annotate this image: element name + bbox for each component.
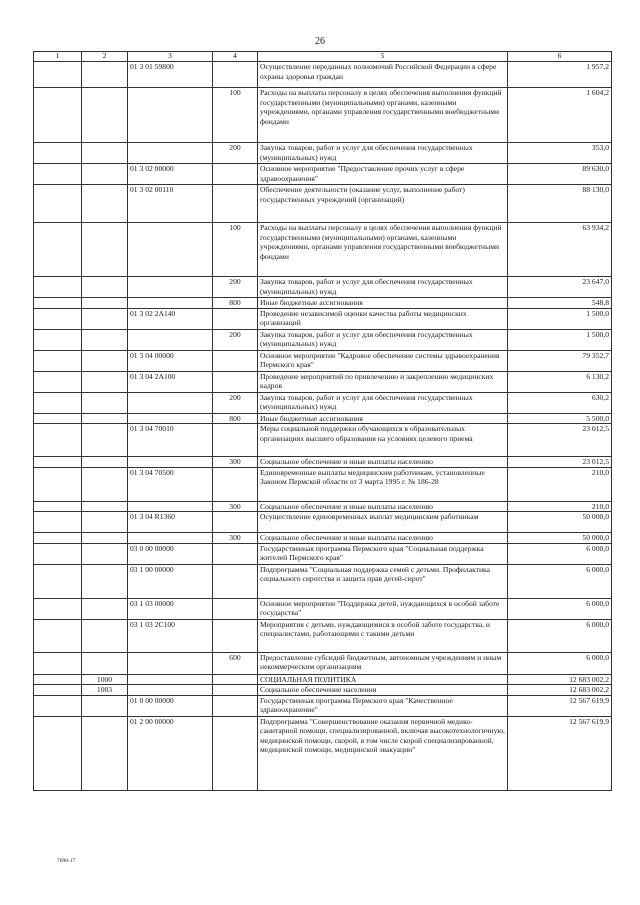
cell-col-1 — [34, 695, 82, 716]
cell-col-1 — [34, 467, 82, 501]
cell-col-5: Мероприятия с детьми, нуждающимися в особой заботе государства, и специалистами, работающими с такими детьми — [258, 619, 508, 652]
cell-col-6: 6 000,0 — [508, 598, 612, 619]
cell-col-2 — [82, 185, 128, 223]
header-col-5: 5 — [258, 52, 508, 62]
cell-col-3 — [128, 652, 213, 674]
cell-col-5: Основное мероприятие "Предоставление прочих услуг в сфере здравоохранения" — [258, 164, 508, 185]
cell-col-4: 100 — [213, 223, 258, 277]
header-col-2: 2 — [82, 52, 128, 62]
table-row — [34, 413, 612, 424]
cell-col-3 — [128, 329, 213, 350]
cell-col-3 — [128, 392, 213, 413]
cell-col-1 — [34, 512, 82, 533]
header-row — [34, 52, 612, 62]
cell-col-2 — [82, 533, 128, 544]
cell-col-6: 1 604,2 — [508, 88, 612, 143]
cell-col-4 — [213, 685, 258, 696]
header-col-4: 4 — [213, 52, 258, 62]
cell-col-6: 79 352,7 — [508, 350, 612, 371]
cell-col-4 — [213, 674, 258, 685]
cell-col-3 — [128, 457, 213, 468]
cell-col-5: Основное мероприятие "Кадровое обеспечение системы здравоохранения Пермского края" — [258, 350, 508, 371]
cell-col-4 — [213, 62, 258, 88]
cell-col-5: Проведение мероприятий по привлечению и закреплению медицинских кадров — [258, 371, 508, 392]
cell-col-3: 03 1 03 00000 — [128, 598, 213, 619]
cell-col-1 — [34, 308, 82, 329]
document-code: 7698-17 — [57, 858, 76, 864]
header-col-3: 3 — [128, 52, 213, 62]
cell-col-1 — [34, 329, 82, 350]
cell-col-5: СОЦИАЛЬНАЯ ПОЛИТИКА — [258, 674, 508, 685]
table-row — [34, 88, 612, 143]
table-row — [34, 501, 612, 512]
cell-col-6: 1 957,2 — [508, 62, 612, 88]
cell-col-4: 300 — [213, 533, 258, 544]
table-row — [34, 543, 612, 564]
cell-col-1 — [34, 164, 82, 185]
cell-col-4 — [213, 308, 258, 329]
cell-col-2 — [82, 652, 128, 674]
cell-col-1 — [34, 564, 82, 598]
cell-col-3 — [128, 413, 213, 424]
cell-col-6: 50 000,0 — [508, 533, 612, 544]
cell-col-5: Осуществление единовременных выплат медицинским работникам — [258, 512, 508, 533]
cell-col-2 — [82, 695, 128, 716]
cell-col-2 — [82, 501, 128, 512]
cell-col-6: 6 000,0 — [508, 564, 612, 598]
cell-col-1 — [34, 62, 82, 88]
cell-col-3: 01 3 04 70010 — [128, 424, 213, 457]
cell-col-1 — [34, 598, 82, 619]
cell-col-4: 200 — [213, 329, 258, 350]
page-number: 26 — [315, 36, 325, 47]
cell-col-1 — [34, 143, 82, 164]
table-row — [34, 371, 612, 392]
cell-col-1 — [34, 371, 82, 392]
cell-col-2 — [82, 413, 128, 424]
cell-col-6: 12 683 002,2 — [508, 685, 612, 696]
cell-col-5: Основное мероприятие "Поддержка детей, нуждающихся в особой заботе государства" — [258, 598, 508, 619]
cell-col-2 — [82, 371, 128, 392]
cell-col-2 — [82, 62, 128, 88]
table-row — [34, 223, 612, 277]
cell-col-1 — [34, 674, 82, 685]
cell-col-4 — [213, 598, 258, 619]
cell-col-4 — [213, 185, 258, 223]
cell-col-3: 01 3 04 70500 — [128, 467, 213, 501]
cell-col-4 — [213, 371, 258, 392]
cell-col-3 — [128, 277, 213, 298]
table-row — [34, 467, 612, 501]
cell-col-5: Государственная программа Пермского края "Социальная поддержка жителей Пермского края" — [258, 543, 508, 564]
cell-col-2 — [82, 350, 128, 371]
table-row — [34, 62, 612, 88]
cell-col-2 — [82, 298, 128, 309]
cell-col-5: Иные бюджетные ассигнования — [258, 413, 508, 424]
cell-col-2 — [82, 543, 128, 564]
cell-col-1 — [34, 298, 82, 309]
cell-col-5: Закупка товаров, работ и услуг для обеспечения государственных (муниципальных) нужд — [258, 392, 508, 413]
cell-col-6: 210,0 — [508, 501, 612, 512]
cell-col-6: 6 130,2 — [508, 371, 612, 392]
cell-col-5: Предоставление субсидий бюджетным, автономным учреждениям и иным некоммерческим организациям — [258, 652, 508, 674]
cell-col-1 — [34, 543, 82, 564]
cell-col-3: 01 2 00 00000 — [128, 716, 213, 790]
table-row — [34, 652, 612, 674]
cell-col-6: 63 934,2 — [508, 223, 612, 277]
cell-col-2 — [82, 164, 128, 185]
cell-col-6: 23 012,5 — [508, 457, 612, 468]
cell-col-1 — [34, 413, 82, 424]
cell-col-1 — [34, 392, 82, 413]
table-row — [34, 564, 612, 598]
table-row — [34, 164, 612, 185]
table-row — [34, 685, 612, 696]
cell-col-5: Единовременные выплаты медицинским работникам, установленные Законом Пермской области от 3 марта 1995 г. № 186-28 — [258, 467, 508, 501]
cell-col-4: 800 — [213, 298, 258, 309]
cell-col-5: Социальное обеспечение и иные выплаты населению — [258, 457, 508, 468]
cell-col-5: Обеспечение деятельности (оказание услуг, выполнение работ) государственных учреждений (организаций) — [258, 185, 508, 223]
cell-col-5: Социальное обеспечение населения — [258, 685, 508, 696]
cell-col-1 — [34, 533, 82, 544]
cell-col-6: 12 567 619,9 — [508, 716, 612, 790]
cell-col-4 — [213, 467, 258, 501]
cell-col-6: 89 630,0 — [508, 164, 612, 185]
cell-col-6: 23 012,5 — [508, 424, 612, 457]
cell-col-4: 600 — [213, 652, 258, 674]
cell-col-5: Подпрограмма "Социальная поддержка семей с детьми. Профилактика социального сиротства и защита прав детей-сирот" — [258, 564, 508, 598]
table-row — [34, 185, 612, 223]
cell-col-1 — [34, 185, 82, 223]
cell-col-4 — [213, 164, 258, 185]
table-row — [34, 308, 612, 329]
cell-col-1 — [34, 277, 82, 298]
table-row — [34, 674, 612, 685]
cell-col-4 — [213, 695, 258, 716]
cell-col-2 — [82, 457, 128, 468]
cell-col-6: 1 500,0 — [508, 329, 612, 350]
table-row — [34, 598, 612, 619]
table-row — [34, 350, 612, 371]
cell-col-4 — [213, 424, 258, 457]
cell-col-5: Осуществление переданных полномочий Российской Федерации в сфере охраны здоровья граждан — [258, 62, 508, 88]
cell-col-2 — [82, 467, 128, 501]
cell-col-6: 6 000,0 — [508, 543, 612, 564]
cell-col-2 — [82, 392, 128, 413]
cell-col-6: 630,2 — [508, 392, 612, 413]
cell-col-4: 100 — [213, 88, 258, 143]
cell-col-1 — [34, 716, 82, 790]
cell-col-1 — [34, 619, 82, 652]
cell-col-2 — [82, 88, 128, 143]
cell-col-6: 548,8 — [508, 298, 612, 309]
cell-col-5: Закупка товаров, работ и услуг для обеспечения государственных (муниципальных) нужд — [258, 329, 508, 350]
cell-col-1 — [34, 685, 82, 696]
cell-col-2 — [82, 716, 128, 790]
cell-col-4: 300 — [213, 501, 258, 512]
cell-col-4 — [213, 619, 258, 652]
cell-col-3 — [128, 685, 213, 696]
cell-col-3: 01 0 00 00000 — [128, 695, 213, 716]
cell-col-4 — [213, 543, 258, 564]
cell-col-6: 12 567 619,9 — [508, 695, 612, 716]
cell-col-3: 01 3 04 00000 — [128, 350, 213, 371]
cell-col-3: 03 1 00 00000 — [128, 564, 213, 598]
cell-col-3 — [128, 298, 213, 309]
cell-col-4 — [213, 564, 258, 598]
cell-col-2: 1003 — [82, 685, 128, 696]
table-row — [34, 392, 612, 413]
cell-col-6: 5 500,0 — [508, 413, 612, 424]
cell-col-6: 353,0 — [508, 143, 612, 164]
cell-col-6: 210,0 — [508, 467, 612, 501]
cell-col-4: 800 — [213, 413, 258, 424]
cell-col-2 — [82, 424, 128, 457]
table-row — [34, 424, 612, 457]
cell-col-6: 6 000,0 — [508, 619, 612, 652]
cell-col-5: Подпрограмма "Совершенствование оказания первичной медико-санитарной помощи, специализированной, включая высокотехнологичную, медицинской помощи, скорой, в том числе скорой специализированной, медицинской помощи, медицинской эвакуации" — [258, 716, 508, 790]
cell-col-5: Меры социальной поддержки обучающихся в образовательных организациях высшего образования на условиях целевого приема — [258, 424, 508, 457]
cell-col-3 — [128, 674, 213, 685]
cell-col-1 — [34, 88, 82, 143]
table-row — [34, 619, 612, 652]
cell-col-6: 23 647,0 — [508, 277, 612, 298]
cell-col-2 — [82, 143, 128, 164]
cell-col-6: 12 683 002,2 — [508, 674, 612, 685]
cell-col-3 — [128, 223, 213, 277]
cell-col-1 — [34, 652, 82, 674]
cell-col-4 — [213, 350, 258, 371]
table-row — [34, 716, 612, 790]
cell-col-5: Социальное обеспечение и иные выплаты населению — [258, 533, 508, 544]
cell-col-3 — [128, 143, 213, 164]
budget-table — [33, 51, 612, 791]
cell-col-2 — [82, 308, 128, 329]
table-row — [34, 298, 612, 309]
table-row — [34, 512, 612, 533]
cell-col-5: Расходы на выплаты персоналу в целях обеспечения выполнения функций государственными (муниципальными) органами, казенными учреждениями, органами управления государственными внебюджетными фондами — [258, 88, 508, 143]
cell-col-2 — [82, 619, 128, 652]
cell-col-3: 01 3 02 00000 — [128, 164, 213, 185]
cell-col-3: 01 3 04 2А100 — [128, 371, 213, 392]
table-row — [34, 457, 612, 468]
table-row — [34, 533, 612, 544]
cell-col-6: 50 000,0 — [508, 512, 612, 533]
cell-col-2 — [82, 223, 128, 277]
cell-col-4: 200 — [213, 277, 258, 298]
cell-col-2 — [82, 598, 128, 619]
cell-col-5: Государственная программа Пермского края "Качественное здравоохранение" — [258, 695, 508, 716]
cell-col-4: 300 — [213, 457, 258, 468]
cell-col-4 — [213, 716, 258, 790]
cell-col-5: Иные бюджетные ассигнования — [258, 298, 508, 309]
cell-col-2 — [82, 329, 128, 350]
cell-col-3: 03 0 00 00000 — [128, 543, 213, 564]
cell-col-1 — [34, 457, 82, 468]
cell-col-6: 88 130,0 — [508, 185, 612, 223]
cell-col-1 — [34, 501, 82, 512]
cell-col-5: Закупка товаров, работ и услуг для обеспечения государственных (муниципальных) нужд — [258, 277, 508, 298]
cell-col-5: Социальное обеспечение и иные выплаты населению — [258, 501, 508, 512]
cell-col-5: Проведение независимой оценки качества работы медицинских организаций — [258, 308, 508, 329]
header-col-1: 1 — [34, 52, 82, 62]
cell-col-3: 03 1 03 2С100 — [128, 619, 213, 652]
cell-col-3: 01 3 04 R1360 — [128, 512, 213, 533]
cell-col-6: 1 500,0 — [508, 308, 612, 329]
table-row — [34, 695, 612, 716]
cell-col-3 — [128, 533, 213, 544]
header-col-6: 6 — [508, 52, 612, 62]
cell-col-3: 01 3 01 59800 — [128, 62, 213, 88]
table-row — [34, 277, 612, 298]
cell-col-5: Закупка товаров, работ и услуг для обеспечения государственных (муниципальных) нужд — [258, 143, 508, 164]
table-row — [34, 329, 612, 350]
cell-col-2 — [82, 564, 128, 598]
cell-col-4 — [213, 512, 258, 533]
cell-col-3 — [128, 88, 213, 143]
cell-col-6: 6 000,0 — [508, 652, 612, 674]
cell-col-3: 01 3 02 2А140 — [128, 308, 213, 329]
cell-col-3: 01 3 02 00110 — [128, 185, 213, 223]
cell-col-4: 200 — [213, 392, 258, 413]
cell-col-1 — [34, 424, 82, 457]
cell-col-5: Расходы на выплаты персоналу в целях обеспечения выполнения функций государственными (муниципальными) органами, казенными учреждениями, органами управления государственными внебюджетными фондами — [258, 223, 508, 277]
cell-col-1 — [34, 223, 82, 277]
cell-col-1 — [34, 350, 82, 371]
table-row — [34, 143, 612, 164]
cell-col-4: 200 — [213, 143, 258, 164]
cell-col-3 — [128, 501, 213, 512]
cell-col-2 — [82, 277, 128, 298]
cell-col-2 — [82, 512, 128, 533]
cell-col-2: 1000 — [82, 674, 128, 685]
